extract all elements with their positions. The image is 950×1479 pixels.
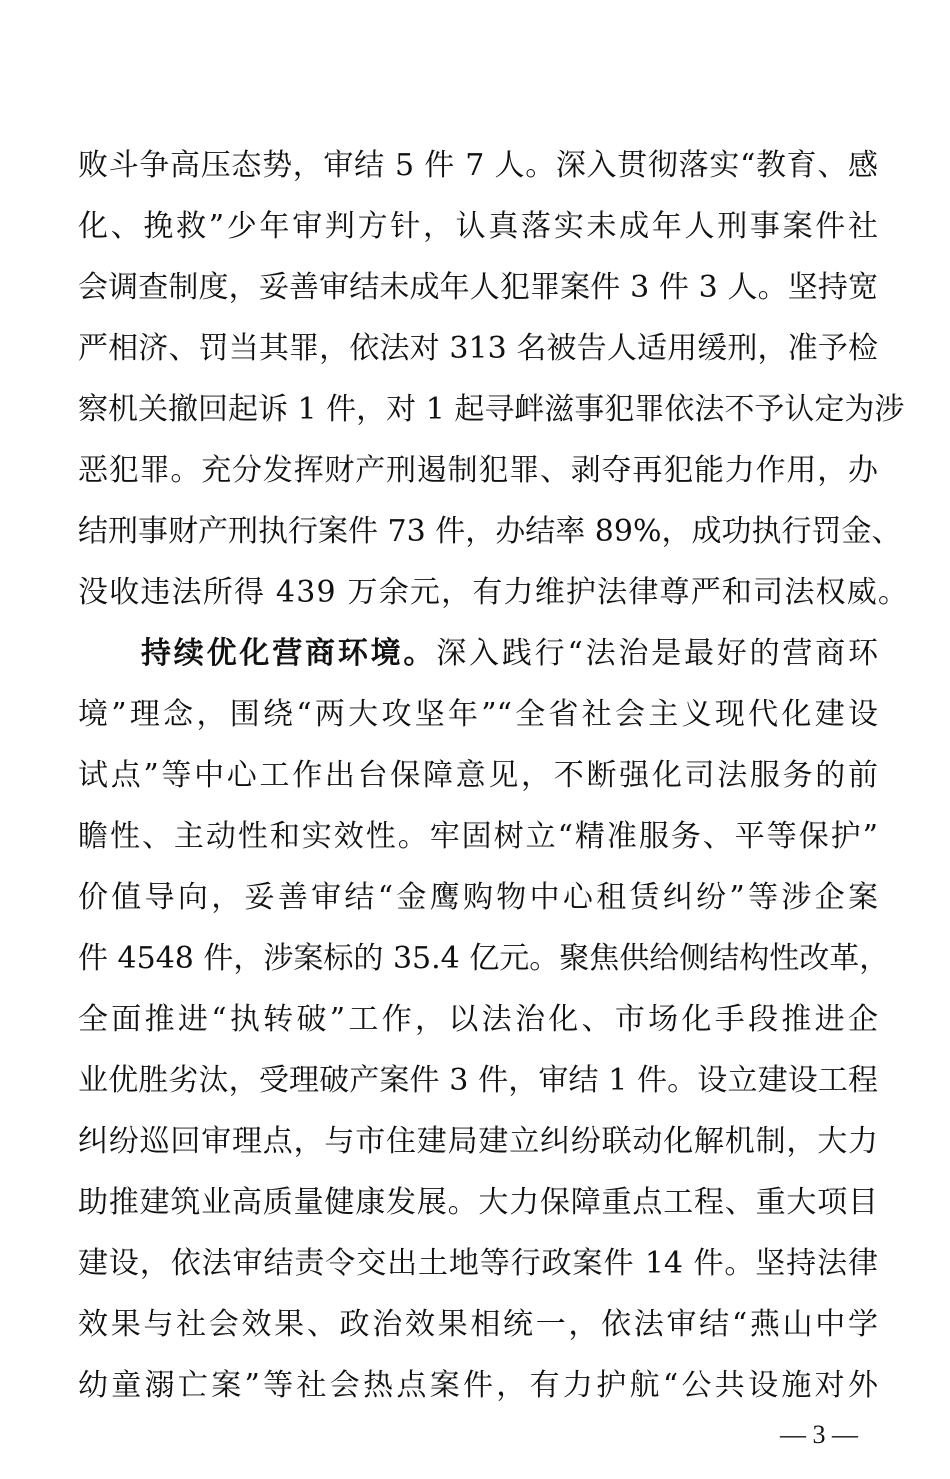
paragraph-2-line-5: 价值导向，妥善审结“金鹰购物中心租赁纠纷”等涉企案: [78, 880, 878, 915]
paragraph-2-line-8: 业优胜劣汰，受理破产案件 3 件，审结 1 件。设立建设工程: [78, 1063, 878, 1098]
paragraph-2-line-1-text: 深入践行“法治是最好的营商环: [436, 636, 879, 671]
paragraph-2-line-2: 境”理念，围绕“两大攻坚年”“全省社会主义现代化建设: [78, 697, 878, 732]
paragraph-2-line-10: 助推建筑业高质量健康发展。大力保障重点工程、重大项目: [78, 1185, 878, 1220]
paragraph-2-line-4: 瞻性、主动性和实效性。牢固树立“精准服务、平等保护”: [78, 819, 878, 854]
paragraph-2-line-12: 效果与社会效果、政治效果相统一，依法审结“燕山中学: [78, 1307, 878, 1342]
paragraph-2-line-6: 件 4548 件，涉案标的 35.4 亿元。聚焦供给侧结构性改革，: [78, 941, 890, 976]
page-number: — 3 —: [780, 1420, 858, 1449]
paragraph-2-line-1: [141, 634, 878, 674]
paragraph-1-line-1: 败斗争高压态势，审结 5 件 7 人。深入贯彻落实“教育、感: [78, 148, 878, 183]
paragraph-2-heading: 持续优化营商环境。: [141, 636, 437, 671]
paragraph-2-line-3: 试点”等中心工作出台保障意见，不断强化司法服务的前: [78, 758, 878, 793]
paragraph-2-line-11: 建设，依法审结责令交出土地等行政案件 14 件。坚持法律: [78, 1246, 878, 1281]
paragraph-1-line-7: 结刑事财产刑执行案件 73 件，办结率 89%，成功执行罚金、: [78, 514, 902, 549]
paragraph-1-line-4: 严相济、罚当其罪，依法对 313 名被告人适用缓刑，准予检: [78, 331, 878, 366]
paragraph-1-line-3: 会调查制度，妥善审结未成年人犯罪案件 3 件 3 人。坚持宽: [78, 270, 878, 305]
paragraph-1-line-5: 察机关撤回起诉 1 件，对 1 起寻衅滋事犯罪依法不予认定为涉: [78, 392, 905, 427]
paragraph-1-line-6: 恶犯罪。充分发挥财产刑遏制犯罪、剥夺再犯能力作用，办: [78, 453, 878, 488]
paragraph-2-line-13: 幼童溺亡案”等社会热点案件，有力护航“公共设施对外: [78, 1368, 878, 1403]
paragraph-2-line-7: 全面推进“执转破”工作，以法治化、市场化手段推进企: [78, 1002, 878, 1037]
paragraph-2-line-9: 纠纷巡回审理点，与市住建局建立纠纷联动化解机制，大力: [78, 1124, 878, 1159]
paragraph-1-line-2: 化、挽救”少年审判方针，认真落实未成年人刑事案件社: [78, 209, 878, 244]
paragraph-1-line-8: 没收违法所得 439 万余元，有力维护法律尊严和司法权威。: [78, 575, 910, 610]
